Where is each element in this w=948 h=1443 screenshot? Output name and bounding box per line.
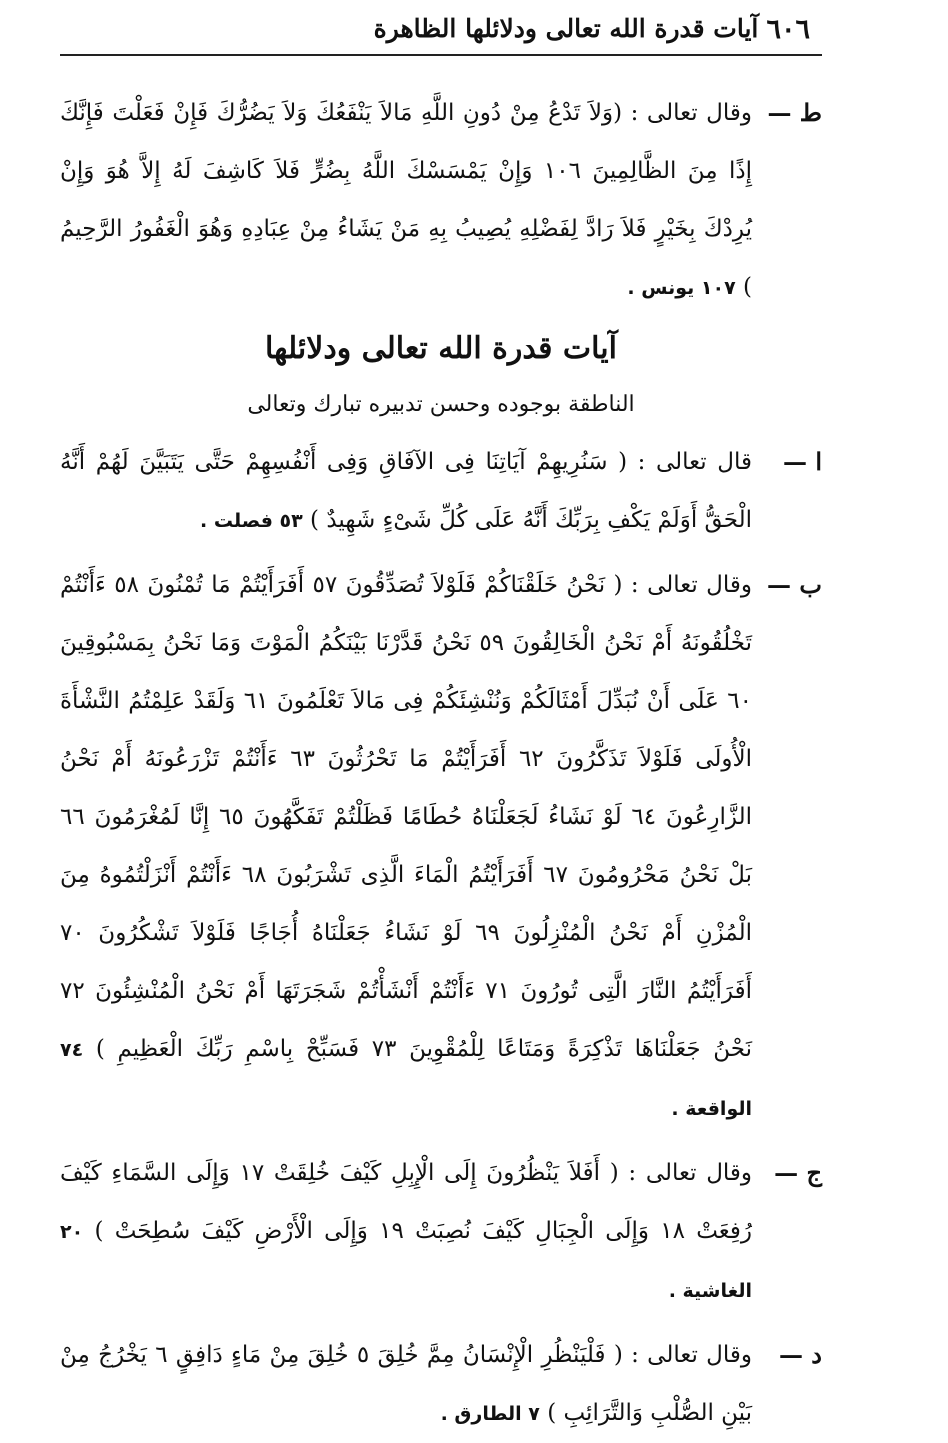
entry-dal bbox=[60, 1326, 822, 1443]
verse-text: ( نَحْنُ خَلَقْنَاكُمْ فَلَوْلاَ تُصَدِّقُونَ ٥٧ أَفَرَأَيْتُمْ مَا تُمْنُونَ ٥٨ ءَأَنْتُمْ تَخْلُقُونَهُ أَمْ نَحْنُ الْخَالِقُونَ ٥٩ نَحْنُ قَدَّرْنَا بَيْنَكُمُ الْمَوْتَ وَمَا نَحْنُ بِمَسْبُوقِينَ ٦٠ عَلَى أَنْ نُبَدِّلَ أَمْثَالَكُمْ وَنُنْشِئَكُمْ فِى مَالاَ تَعْلَمُونَ ٦١ وَلَقَدْ عَلِمْتُمُ النَّشْأَةَ الْأُولَى فَلَوْلاَ تَذَكَّرُونَ ٦٢ أَفَرَأَيْتُمْ مَا تَحْرُثُونَ ٦٣ ءَأَنْتُمْ تَزْرَعُونَهُ أَمْ نَحْنُ الزَّارِعُونَ ٦٤ لَوْ نَشَاءُ لَجَعَلْنَاهُ حُطَامًا فَظَلْتُمْ تَفَكَّهُونَ ٦٥ إِنَّا لَمُغْرَمُونَ ٦٦ بَلْ نَحْنُ مَحْرُومُونَ ٦٧ أَفَرَأَيْتُمُ الْمَاءَ الَّذِى تَشْرَبُونَ ٦٨ ءَأَنْتُمْ أَنْزَلْتُمُوهُ مِنَ الْمُزْنِ أَمْ نَحْنُ الْمُنْزِلُونَ ٦٩ لَوْ نَشَاءُ جَعَلْنَاهُ أُجَاجًا فَلَوْلاَ تَشْكُرُونَ ٧٠ أَفَرَأَيْتُمُ النَّارَ الَّتِى تُورُونَ ٧١ ءَأَنْتُمْ أَنْشَأْتُمْ شَجَرَتَهَا أَمْ نَحْنُ الْمُنْشِئُونَ ٧٢ نَحْنُ جَعَلْنَاهَا تَذْكِرَةً وَمَتَاعًا لِلْمُقْوِينَ ٧٣ فَسَبِّحْ بِاسْمِ رَبِّكَ الْعَظِيمِ ) bbox=[60, 572, 752, 1062]
entry-lead: وقال تعالى : bbox=[628, 1160, 753, 1186]
page bbox=[60, 10, 822, 1426]
verse-reference: ٧ الطارق . bbox=[440, 1403, 540, 1425]
page-number: ٦٠٦ bbox=[766, 14, 810, 45]
verse-text: (وَلاَ تَدْعُ مِنْ دُونِ اللَّهِ مَالاَ يَنْفَعُكَ وَلاَ يَضُرُّكَ فَإِنْ فَعَلْتَ فَإِنَّكَ إِذًا مِنَ الظَّالِمِينَ ١٠٦ وَإِنْ يَمْسَسْكَ اللَّهُ بِضُرٍّ فَلاَ كَاشِفَ لَهُ إِلاَّ هُوَ وَإِنْ يُرِدْكَ بِخَيْرٍ فَلاَ رَادَّ لِفَضْلِهِ يُصِيبُ بِهِ مَنْ يَشَاءُ مِنْ عِبَادِهِ وَهُوَ الْغَفُورُ الرَّحِيمُ ) bbox=[60, 100, 753, 300]
entry-ta bbox=[60, 84, 822, 317]
running-head bbox=[60, 10, 822, 56]
entry-marker: د — bbox=[778, 1340, 822, 1369]
entry-ba bbox=[60, 556, 822, 1138]
entry-lead: وقال تعالى : bbox=[631, 1342, 752, 1368]
verse-text: ( فَلْيَنْظُرِ الْإِنْسَانُ مِمَّ خُلِقَ ٥ خُلِقَ مِنْ مَاءٍ دَافِقٍ ٦ يَخْرُجُ مِنْ بَيْنِ الصُّلْبِ وَالتَّرَائِبِ ) bbox=[60, 1342, 752, 1426]
entry-jim bbox=[60, 1144, 822, 1320]
running-title: آيات قدرة الله تعالى ودلائلها الظاهرة bbox=[373, 14, 759, 43]
entry-lead: قال تعالى : bbox=[637, 449, 752, 475]
entry-lead: وقال تعالى : bbox=[630, 100, 752, 126]
verse-text: ( سَنُرِيهِمْ آيَاتِنَا فِى الآفَاقِ وَفِى أَنْفُسِهِمْ حَتَّى يَتَبَيَّنَ لَهُمْ أَنَّهُ الْحَقُّ أَوَلَمْ يَكْفِ بِرَبِّكَ أَنَّهُ عَلَى كُلِّ شَىْءٍ شَهِيدٌ ) bbox=[60, 449, 752, 533]
verse-reference: ٧٤ الواقعة . bbox=[60, 1039, 752, 1120]
section-title: آيات قدرة الله تعالى ودلائلها bbox=[265, 331, 617, 366]
verse-reference: ١٠٧ يونس . bbox=[627, 277, 736, 299]
entry-marker: ا — bbox=[782, 447, 822, 476]
section-subtitle: الناطقة بوجوده وحسن تدبيره تبارك وتعالى bbox=[247, 392, 635, 417]
verse-reference: ٢٠ الغاشية . bbox=[60, 1221, 752, 1302]
verse-reference: ٥٣ فصلت . bbox=[200, 510, 303, 532]
verse-text: ( أَفَلاَ يَنْظُرُونَ إِلَى الْإِبِلِ كَيْفَ خُلِقَتْ ١٧ وَإِلَى السَّمَاءِ كَيْفَ رُفِعَتْ ١٨ وَإِلَى الْجِبَالِ كَيْفَ نُصِبَتْ ١٩ وَإِلَى الْأَرْضِ كَيْفَ سُطِحَتْ ) bbox=[60, 1160, 753, 1244]
entry-marker: ب — bbox=[767, 570, 822, 599]
entry-marker: ط — bbox=[767, 98, 822, 127]
entry-alif bbox=[60, 433, 822, 550]
entry-lead: وقال تعالى : bbox=[630, 572, 753, 598]
entry-marker: ج — bbox=[774, 1158, 822, 1187]
